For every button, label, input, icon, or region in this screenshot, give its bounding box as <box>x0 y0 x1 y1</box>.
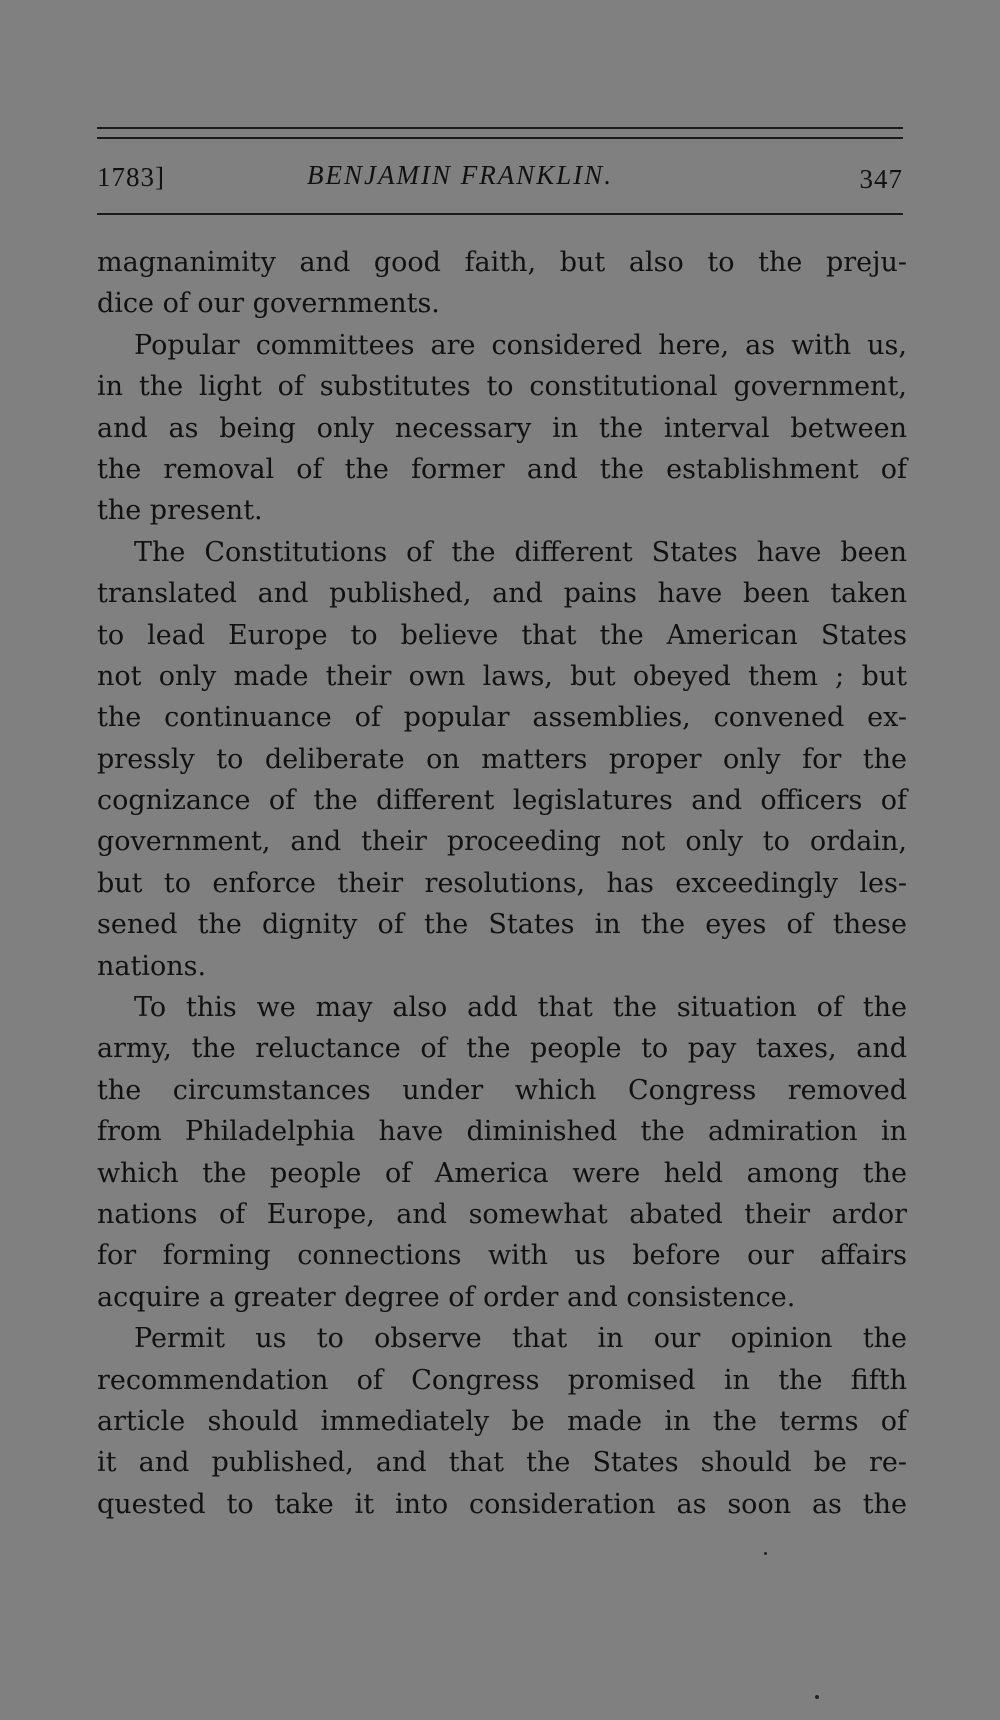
text-line: for forming connections with us before our affairs <box>97 1240 907 1272</box>
text-line: in the light of substitutes to constitutional government, <box>97 371 907 403</box>
text-line: cognizance of the different legislatures and officers of <box>97 785 907 817</box>
running-head <box>97 160 903 200</box>
text-line: dice of our governments. <box>97 288 440 320</box>
text-line: quested to take it into consideration as soon as the <box>97 1488 907 1520</box>
text-line: army, the reluctance of the people to pay taxes, and <box>97 1033 907 1065</box>
header-rule <box>97 213 903 215</box>
text-line: recommendation of Congress promised in the fifth <box>97 1364 907 1396</box>
text-line: from Philadelphia have diminished the admiration in <box>97 1116 907 1148</box>
header-title: BENJAMIN FRANKLIN. <box>307 160 613 190</box>
paper-speck <box>764 1552 767 1555</box>
text-line: the present. <box>97 495 263 527</box>
text-line: but to enforce their resolutions, has exceedingly les- <box>97 867 907 899</box>
top-rule <box>97 127 903 129</box>
text-line: Permit us to observe that in our opinion the <box>134 1323 907 1355</box>
text-line: nations. <box>97 950 207 982</box>
text-line: which the people of America were held among the <box>97 1157 907 1189</box>
text-line: to lead Europe to believe that the American States <box>97 619 907 651</box>
text-line: it and published, and that the States should be re- <box>97 1447 907 1479</box>
top-rule-inner <box>97 137 903 139</box>
text-line: the removal of the former and the establishment of <box>97 453 907 485</box>
text-line: not only made their own laws, but obeyed them ; but <box>97 660 907 692</box>
text-line: acquire a greater degree of order and consistence. <box>97 1281 796 1313</box>
text-line: nations of Europe, and somewhat abated their ardor <box>97 1198 907 1230</box>
page-number: 347 <box>859 164 903 194</box>
text-line: Popular committees are considered here, as with us, <box>134 329 907 361</box>
text-line: and as being only necessary in the interval between <box>97 412 907 444</box>
body-text <box>97 242 907 1525</box>
text-line: pressly to deliberate on matters proper only for the <box>97 743 907 775</box>
text-line: the circumstances under which Congress removed <box>97 1074 907 1106</box>
text-line: article should immediately be made in the terms of <box>97 1405 907 1437</box>
text-line: magnanimity and good faith, but also to the preju- <box>97 247 907 278</box>
text-line: sened the dignity of the States in the eyes of these <box>97 909 907 941</box>
text-line: translated and published, and pains have been taken <box>97 578 907 610</box>
text-line: The Constitutions of the different States have been <box>134 536 907 568</box>
paper-speck <box>815 1695 819 1699</box>
header-year: 1783] <box>97 162 165 192</box>
text-line: the continuance of popular assemblies, convened ex- <box>97 702 907 734</box>
text-line: government, and their proceeding not only to ordain, <box>97 826 907 858</box>
text-line: To this we may also add that the situation of the <box>134 992 907 1024</box>
